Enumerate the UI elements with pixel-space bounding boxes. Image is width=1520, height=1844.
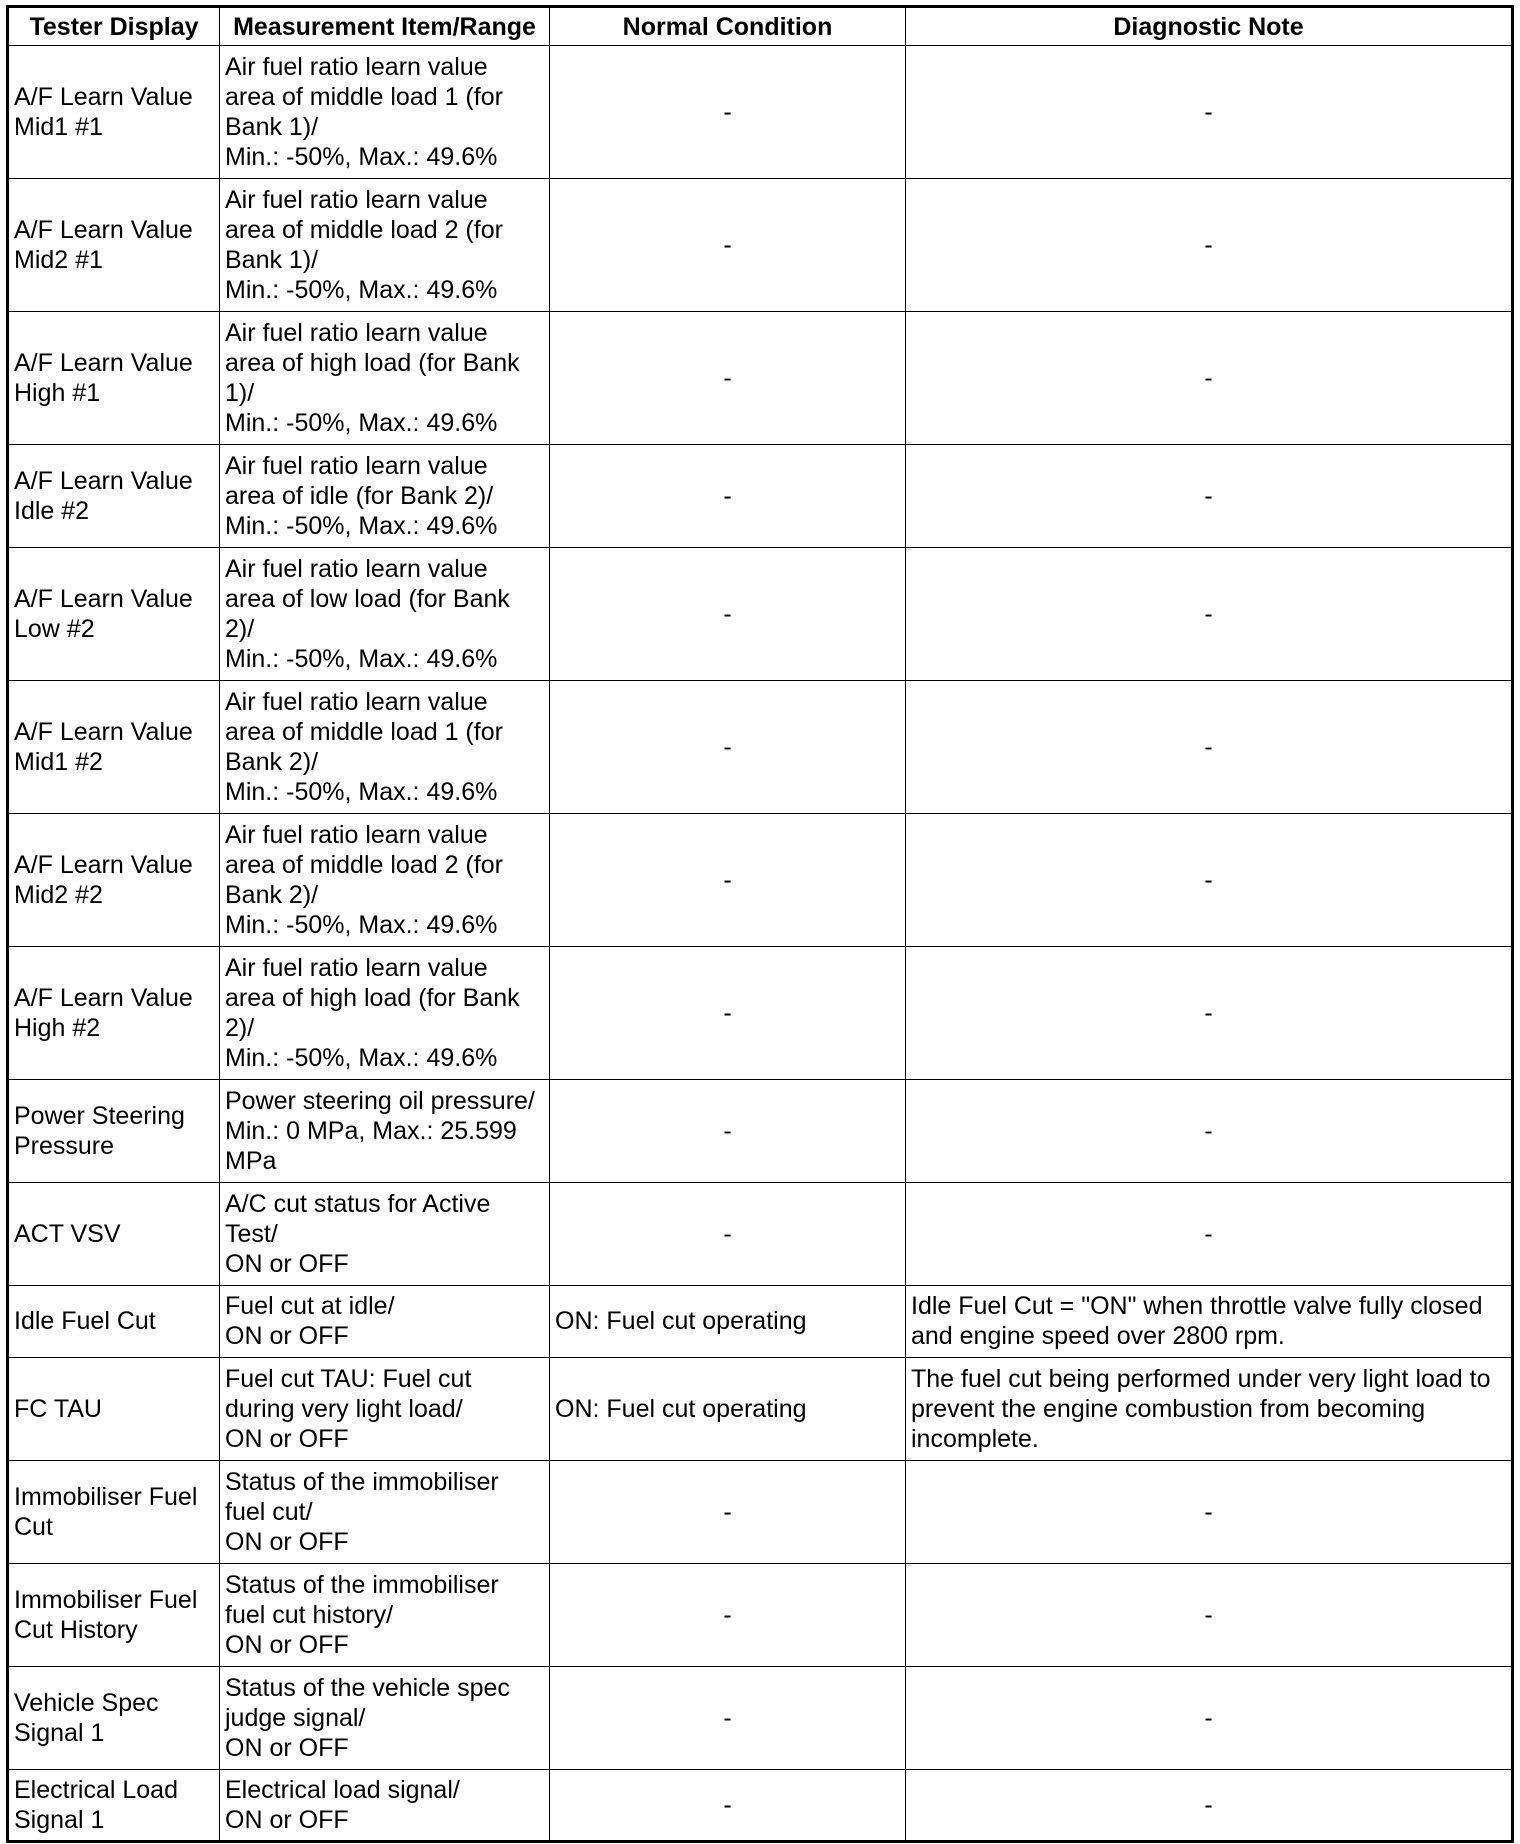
header-diagnostic-note: Diagnostic Note — [906, 7, 1513, 46]
measurement-item-cell: Fuel cut TAU: Fuel cut during very light load/ ON or OFF — [220, 1358, 550, 1461]
measurement-item-cell: Air fuel ratio learn value area of high load (for Bank 1)/ Min.: -50%, Max.: 49.6% — [220, 312, 550, 445]
measurement-item-cell: Air fuel ratio learn value area of middle load 1 (for Bank 2)/ Min.: -50%, Max.: 49.6% — [220, 681, 550, 814]
table-row — [8, 1770, 1513, 1842]
tester-display-cell: Vehicle Spec Signal 1 — [8, 1667, 220, 1770]
tester-display-cell: A/F Learn Value Mid1 #2 — [8, 681, 220, 814]
tester-display-cell: A/F Learn Value Mid2 #1 — [8, 179, 220, 312]
diagnostic-note-cell: - — [906, 1667, 1513, 1770]
diagnostic-note-cell: - — [906, 947, 1513, 1080]
measurement-item-cell: Status of the vehicle spec judge signal/ ON or OFF — [220, 1667, 550, 1770]
measurement-item-cell: Air fuel ratio learn value area of idle (for Bank 2)/ Min.: -50%, Max.: 49.6% — [220, 445, 550, 548]
normal-condition-cell: - — [550, 179, 906, 312]
measurement-item-cell: Air fuel ratio learn value area of low load (for Bank 2)/ Min.: -50%, Max.: 49.6% — [220, 548, 550, 681]
normal-condition-cell: - — [550, 1770, 906, 1842]
table-row — [8, 947, 1513, 1080]
tester-display-cell: Power Steering Pressure — [8, 1080, 220, 1183]
diagnostic-note-cell: - — [906, 1564, 1513, 1667]
tester-display-cell: A/F Learn Value Low #2 — [8, 548, 220, 681]
normal-condition-cell: - — [550, 548, 906, 681]
tester-display-cell: Electrical Load Signal 1 — [8, 1770, 220, 1842]
normal-condition-cell: - — [550, 445, 906, 548]
normal-condition-cell: - — [550, 1564, 906, 1667]
tester-display-cell: A/F Learn Value Mid2 #2 — [8, 814, 220, 947]
diagnostic-note-cell: - — [906, 1461, 1513, 1564]
normal-condition-cell: - — [550, 947, 906, 1080]
normal-condition-cell: - — [550, 814, 906, 947]
diagnostic-note-cell: - — [906, 46, 1513, 179]
header-measurement-item: Measurement Item/Range — [220, 7, 550, 46]
measurement-item-cell: Status of the immobiliser fuel cut history/ ON or OFF — [220, 1564, 550, 1667]
data-list-table — [6, 5, 1514, 1843]
table-row — [8, 814, 1513, 947]
table-row — [8, 1461, 1513, 1564]
diagnostic-note-cell: - — [906, 1080, 1513, 1183]
measurement-item-cell: Power steering oil pressure/ Min.: 0 MPa, Max.: 25.599 MPa — [220, 1080, 550, 1183]
tester-display-cell: Idle Fuel Cut — [8, 1286, 220, 1358]
tester-display-cell: FC TAU — [8, 1358, 220, 1461]
measurement-item-cell: Air fuel ratio learn value area of middle load 2 (for Bank 1)/ Min.: -50%, Max.: 49.6% — [220, 179, 550, 312]
normal-condition-cell: ON: Fuel cut operating — [550, 1358, 906, 1461]
tester-display-cell: Immobiliser Fuel Cut — [8, 1461, 220, 1564]
table-row — [8, 445, 1513, 548]
diagnostic-note-cell: The fuel cut being performed under very light load to prevent the engine combustion from becoming incomplete. — [906, 1358, 1513, 1461]
tester-display-cell: A/F Learn Value Mid1 #1 — [8, 46, 220, 179]
measurement-item-cell: A/C cut status for Active Test/ ON or OFF — [220, 1183, 550, 1286]
tester-display-cell: Immobiliser Fuel Cut History — [8, 1564, 220, 1667]
tester-display-cell: A/F Learn Value Idle #2 — [8, 445, 220, 548]
measurement-item-cell: Electrical load signal/ ON or OFF — [220, 1770, 550, 1842]
diagnostic-note-cell: - — [906, 1770, 1513, 1842]
diagnostic-note-cell: - — [906, 548, 1513, 681]
diagnostic-note-cell: - — [906, 179, 1513, 312]
normal-condition-cell: - — [550, 1461, 906, 1564]
table-row — [8, 1358, 1513, 1461]
diagnostic-note-cell: - — [906, 814, 1513, 947]
header-normal-condition: Normal Condition — [550, 7, 906, 46]
table-row — [8, 1183, 1513, 1286]
normal-condition-cell: - — [550, 46, 906, 179]
measurement-item-cell: Air fuel ratio learn value area of middle load 1 (for Bank 1)/ Min.: -50%, Max.: 49.6% — [220, 46, 550, 179]
measurement-item-cell: Air fuel ratio learn value area of high load (for Bank 2)/ Min.: -50%, Max.: 49.6% — [220, 947, 550, 1080]
normal-condition-cell: - — [550, 312, 906, 445]
diagnostic-note-cell: - — [906, 681, 1513, 814]
header-tester-display: Tester Display — [8, 7, 220, 46]
tester-display-cell: ACT VSV — [8, 1183, 220, 1286]
normal-condition-cell: - — [550, 1080, 906, 1183]
diagnostic-note-cell: - — [906, 312, 1513, 445]
table-row — [8, 46, 1513, 179]
diagnostic-note-cell: Idle Fuel Cut = "ON" when throttle valve fully closed and engine speed over 2800 rpm. — [906, 1286, 1513, 1358]
measurement-item-cell: Status of the immobiliser fuel cut/ ON or OFF — [220, 1461, 550, 1564]
table-row — [8, 681, 1513, 814]
table-row — [8, 312, 1513, 445]
table-row — [8, 1564, 1513, 1667]
diagnostic-note-cell: - — [906, 445, 1513, 548]
normal-condition-cell: ON: Fuel cut operating — [550, 1286, 906, 1358]
table-row — [8, 179, 1513, 312]
measurement-item-cell: Fuel cut at idle/ ON or OFF — [220, 1286, 550, 1358]
normal-condition-cell: - — [550, 681, 906, 814]
table-row — [8, 1286, 1513, 1358]
diagnostic-note-cell: - — [906, 1183, 1513, 1286]
header-row — [8, 7, 1513, 46]
table-row — [8, 548, 1513, 681]
tester-display-cell: A/F Learn Value High #1 — [8, 312, 220, 445]
measurement-item-cell: Air fuel ratio learn value area of middle load 2 (for Bank 2)/ Min.: -50%, Max.: 49.6% — [220, 814, 550, 947]
table-row — [8, 1667, 1513, 1770]
normal-condition-cell: - — [550, 1183, 906, 1286]
data-list-table-container — [6, 5, 1511, 1843]
tester-display-cell: A/F Learn Value High #2 — [8, 947, 220, 1080]
normal-condition-cell: - — [550, 1667, 906, 1770]
table-row — [8, 1080, 1513, 1183]
